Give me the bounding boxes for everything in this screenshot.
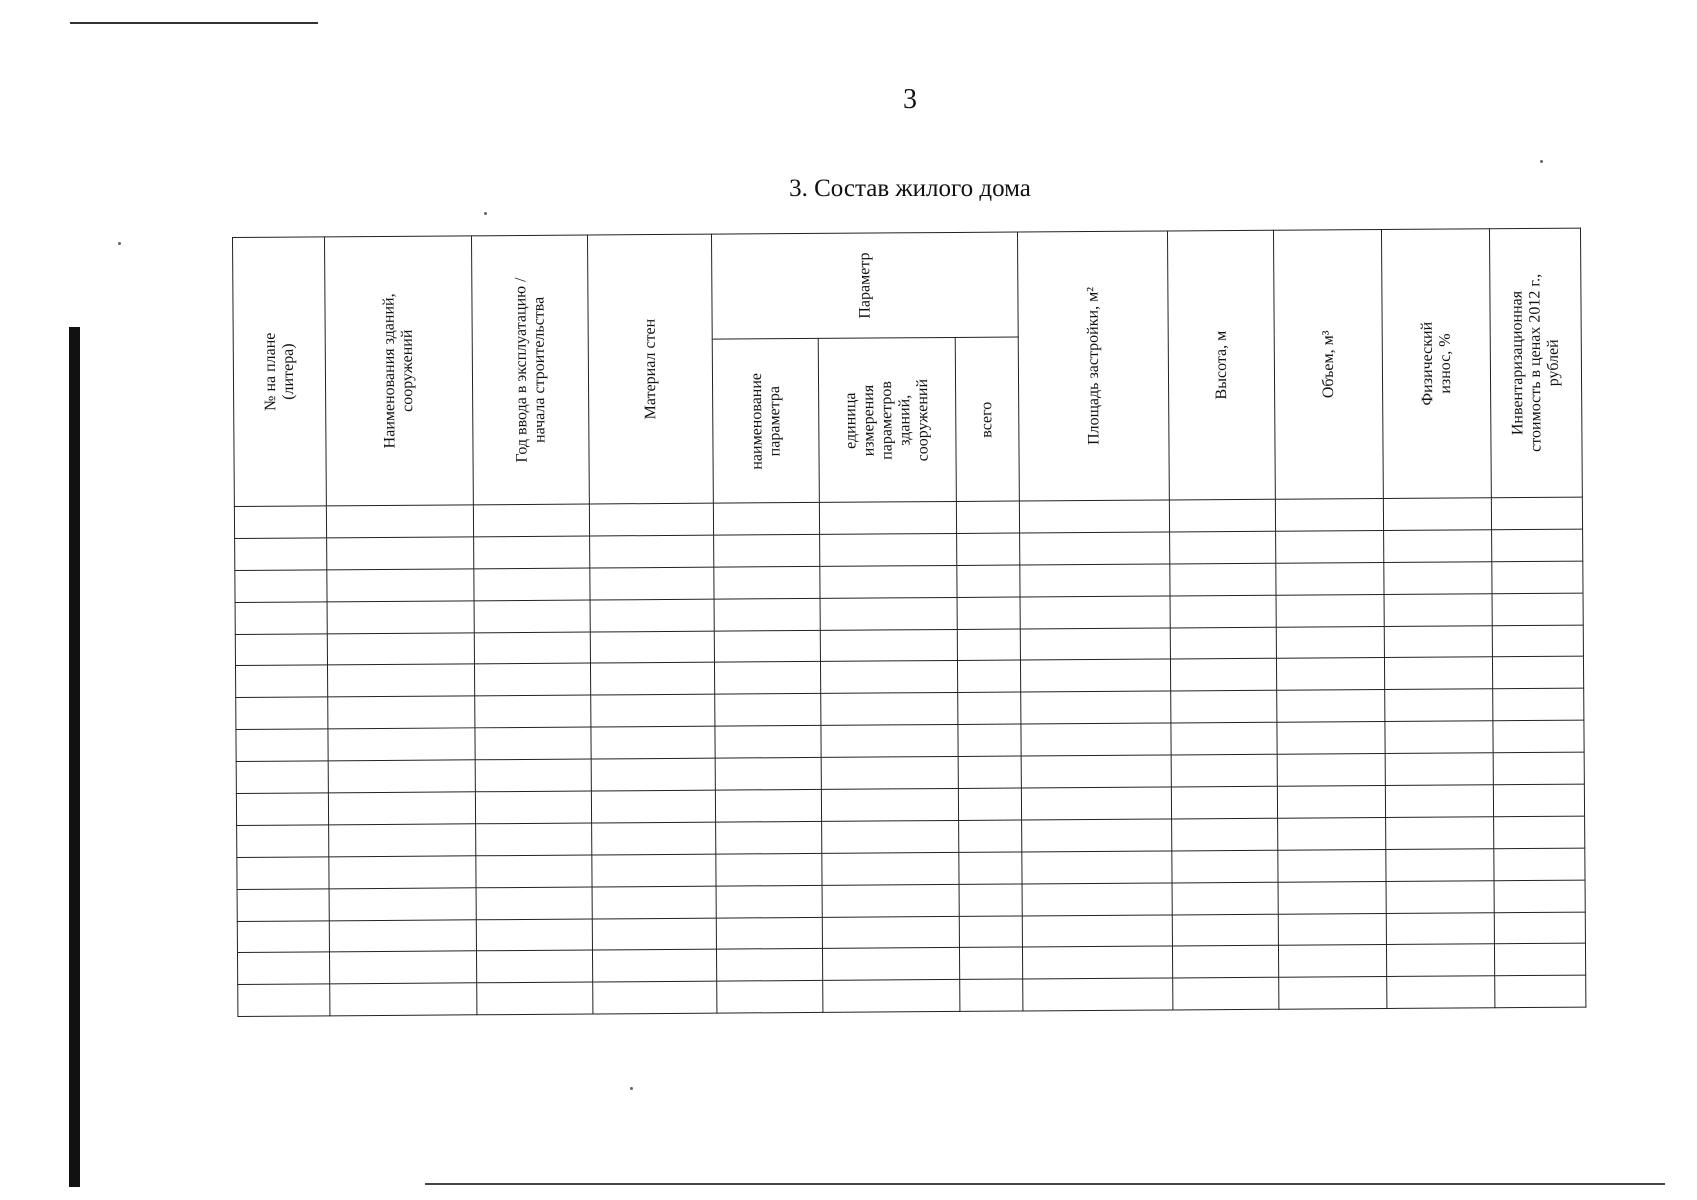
table-cell[interactable] (1495, 975, 1586, 1008)
table-cell[interactable] (235, 538, 327, 571)
table-cell[interactable] (714, 662, 820, 695)
header-inventory-cost (1489, 228, 1582, 498)
header-commission-year-label: Год ввода в эксплуатацию / начала строительства (511, 277, 548, 463)
table-cell[interactable] (1493, 752, 1584, 785)
table-cell[interactable] (235, 602, 327, 635)
header-parameter-unit (818, 338, 956, 503)
table-cell[interactable] (1278, 913, 1386, 946)
table-cell[interactable] (1170, 563, 1276, 596)
table-cell[interactable] (235, 570, 327, 603)
table-cell[interactable] (822, 820, 959, 853)
table-cell[interactable] (474, 663, 590, 696)
table-cell[interactable] (957, 629, 1020, 661)
table-cell[interactable] (1386, 880, 1494, 913)
table-cell[interactable] (475, 791, 591, 824)
header-built-area (1018, 231, 1170, 501)
scan-speck (1540, 160, 1543, 163)
table-cell[interactable] (476, 823, 592, 856)
table-cell[interactable] (476, 887, 592, 920)
header-parameter-label: Параметр (855, 252, 874, 319)
table-cell[interactable] (475, 727, 591, 760)
table-cell[interactable] (475, 759, 591, 792)
table-cell[interactable] (328, 760, 475, 793)
table-cell[interactable] (476, 919, 592, 952)
table-cell[interactable] (1172, 818, 1278, 851)
table-cell[interactable] (329, 919, 476, 952)
header-physical-wear-label: Физический износ, % (1418, 321, 1454, 406)
table-cell[interactable] (1494, 848, 1585, 881)
table-cell[interactable] (717, 981, 823, 1014)
header-volume-label: Объем, м³ (1319, 330, 1337, 399)
table-cell[interactable] (821, 788, 958, 821)
table-cell[interactable] (959, 916, 1022, 948)
table-cell[interactable] (236, 729, 328, 762)
table-cell[interactable] (1022, 851, 1172, 884)
table-cell[interactable] (591, 758, 715, 791)
table-cell[interactable] (327, 664, 474, 697)
table-cell[interactable] (822, 916, 959, 949)
table-cell[interactable] (1278, 817, 1386, 850)
table-cell[interactable] (1493, 784, 1584, 817)
table-cell[interactable] (1276, 658, 1384, 691)
table-cell[interactable] (1387, 976, 1495, 1009)
page-number: 3 (903, 84, 917, 115)
table-cell[interactable] (1022, 819, 1172, 852)
table-cell[interactable] (1172, 946, 1278, 979)
bottom-rule-line (425, 1183, 1665, 1185)
table-cell[interactable] (1277, 690, 1385, 723)
table-cell[interactable] (476, 950, 592, 983)
table-cell[interactable] (1279, 977, 1387, 1010)
table-cell[interactable] (1019, 500, 1169, 533)
table-cell[interactable] (714, 566, 820, 599)
table-cell[interactable] (1384, 593, 1492, 626)
table-cell[interactable] (237, 857, 329, 890)
table-cell[interactable] (959, 852, 1022, 884)
table-cell[interactable] (1384, 625, 1492, 658)
table-cell[interactable] (236, 793, 328, 826)
table-cell[interactable] (716, 821, 822, 854)
table-cell[interactable] (1494, 944, 1585, 977)
table-cell[interactable] (473, 504, 589, 537)
table-cell[interactable] (327, 632, 474, 665)
table-cell[interactable] (1493, 720, 1584, 753)
table-cell[interactable] (1492, 657, 1583, 690)
table-cell[interactable] (1386, 849, 1494, 882)
table-cell[interactable] (328, 792, 475, 825)
table-cell[interactable] (1172, 850, 1278, 883)
table-cell[interactable] (957, 533, 1020, 565)
header-parameter-total (955, 337, 1019, 501)
table-cell[interactable] (590, 567, 714, 600)
table-cell[interactable] (1169, 499, 1275, 532)
table-cell[interactable] (716, 853, 822, 886)
table-cell[interactable] (715, 694, 821, 727)
table-cell[interactable] (958, 724, 1021, 756)
table-cell[interactable] (329, 951, 476, 984)
table-cell[interactable] (1020, 659, 1170, 692)
table-cell[interactable] (957, 597, 1020, 629)
header-parameter-unit-label: единица измерения параметров зданий, сооружений (842, 378, 932, 462)
composition-table-wrapper (232, 228, 1585, 1023)
table-cell[interactable] (1171, 691, 1277, 724)
table-cell[interactable] (1493, 688, 1584, 721)
table-cell[interactable] (1385, 785, 1493, 818)
header-building-names (325, 236, 474, 506)
table-cell[interactable] (1021, 691, 1171, 724)
table-cell[interactable] (1021, 787, 1171, 820)
table-cell[interactable] (1277, 754, 1385, 787)
table-cell[interactable] (1276, 530, 1384, 563)
header-parameter-group (711, 232, 1018, 340)
header-parameter-total-label: всего (978, 401, 996, 438)
table-cell[interactable] (1385, 689, 1493, 722)
table-cell[interactable] (1022, 946, 1172, 979)
table-cell[interactable] (1278, 849, 1386, 882)
table-cell[interactable] (1386, 912, 1494, 945)
table-cell[interactable] (1276, 594, 1384, 627)
table-cell[interactable] (1171, 722, 1277, 755)
table-cell[interactable] (1170, 627, 1276, 660)
table-cell[interactable] (591, 790, 715, 823)
table-cell[interactable] (236, 697, 328, 730)
table-cell[interactable] (1494, 880, 1585, 913)
table-cell[interactable] (328, 696, 475, 729)
table-cell[interactable] (327, 569, 474, 602)
header-height (1167, 230, 1275, 500)
binding-bar (69, 327, 80, 1187)
table-cell[interactable] (592, 886, 716, 919)
scan-speck (630, 1087, 633, 1090)
table-cell[interactable] (959, 820, 1022, 852)
table-cell[interactable] (1020, 564, 1170, 597)
table-cell[interactable] (959, 884, 1022, 916)
table-cell[interactable] (474, 568, 590, 601)
header-inventory-cost-label: Инвентаризационная стоимость в ценах 2012 г., рублей (1508, 273, 1563, 452)
table-cell[interactable] (1276, 562, 1384, 595)
header-row-top (233, 228, 1582, 343)
table-cell[interactable] (591, 726, 715, 759)
table-cell[interactable] (959, 947, 1022, 979)
table-cell[interactable] (957, 660, 1020, 692)
table-cell[interactable] (1384, 530, 1492, 563)
table-cell[interactable] (591, 694, 715, 727)
table-cell[interactable] (238, 984, 330, 1017)
table-cell[interactable] (1491, 497, 1582, 530)
scan-speck (118, 242, 121, 245)
table-cell[interactable] (822, 948, 959, 981)
table-cell[interactable] (237, 825, 329, 858)
table-cell[interactable] (1492, 529, 1583, 562)
table-cell[interactable] (821, 693, 958, 726)
table-cell[interactable] (820, 597, 957, 630)
table-cell[interactable] (1384, 561, 1492, 594)
table-cell[interactable] (589, 503, 713, 536)
table-cell[interactable] (1171, 754, 1277, 787)
table-cell[interactable] (715, 789, 821, 822)
table-cell[interactable] (592, 950, 716, 983)
table-cell[interactable] (1494, 816, 1585, 849)
table-cell[interactable] (476, 855, 592, 888)
table-cell[interactable] (715, 758, 821, 791)
table-cell[interactable] (1020, 628, 1170, 661)
table-cell[interactable] (820, 565, 957, 598)
header-volume (1273, 229, 1383, 499)
table-cell[interactable] (820, 629, 957, 662)
table-cell[interactable] (714, 630, 820, 663)
table-cell[interactable] (1170, 595, 1276, 628)
table-cell[interactable] (958, 692, 1021, 724)
table-cell[interactable] (1022, 915, 1172, 948)
table-header (233, 228, 1583, 506)
table-cell[interactable] (329, 824, 476, 857)
table-cell[interactable] (1021, 755, 1171, 788)
table-cell[interactable] (477, 982, 593, 1015)
table-cell[interactable] (326, 505, 473, 538)
table-cell[interactable] (1386, 944, 1494, 977)
table-cell[interactable] (1173, 978, 1279, 1011)
table-cell[interactable] (821, 757, 958, 790)
table-cell[interactable] (714, 598, 820, 631)
table-cell[interactable] (822, 884, 959, 917)
table-cell[interactable] (234, 506, 326, 539)
top-rule-line (70, 22, 318, 24)
table-cell[interactable] (1492, 593, 1583, 626)
header-wall-material-label: Материал стен (641, 318, 659, 420)
table-cell[interactable] (1275, 498, 1383, 531)
table-cell[interactable] (474, 536, 590, 569)
table-cell[interactable] (1172, 882, 1278, 915)
table-cell[interactable] (235, 633, 327, 666)
composition-table (232, 228, 1586, 1018)
table-cell[interactable] (820, 661, 957, 694)
table-cell[interactable] (474, 600, 590, 633)
table-cell[interactable] (592, 822, 716, 855)
section-title: 3. Состав жилого дома (789, 175, 1031, 202)
header-parameter-name-label: наименование параметра (747, 372, 784, 470)
table-cell[interactable] (1022, 883, 1172, 916)
table-cell[interactable] (1020, 532, 1170, 565)
table-cell[interactable] (823, 980, 960, 1013)
table-cell[interactable] (592, 854, 716, 887)
header-wall-material (587, 234, 713, 504)
table-cell[interactable] (1278, 945, 1386, 978)
table-cell[interactable] (1023, 978, 1173, 1011)
header-commission-year (471, 235, 589, 505)
table-cell[interactable] (329, 887, 476, 920)
table-cell[interactable] (957, 565, 1020, 597)
table-cell[interactable] (1386, 817, 1494, 850)
header-plan-number-label: № на плане (литера) (261, 332, 297, 411)
header-physical-wear (1381, 229, 1491, 499)
table-cell[interactable] (960, 979, 1023, 1011)
table-cell[interactable] (237, 920, 329, 953)
table-cell[interactable] (958, 756, 1021, 788)
table-cell[interactable] (956, 501, 1019, 533)
table-cell[interactable] (327, 537, 474, 570)
table-cell[interactable] (1171, 786, 1277, 819)
table-cell[interactable] (958, 788, 1021, 820)
table-cell[interactable] (328, 728, 475, 761)
table-cell[interactable] (1021, 723, 1171, 756)
table-cell[interactable] (1277, 722, 1385, 755)
table-cell[interactable] (330, 983, 477, 1016)
table-cell[interactable] (821, 725, 958, 758)
table-cell[interactable] (1385, 721, 1493, 754)
table-cell[interactable] (592, 918, 716, 951)
table-cell[interactable] (1494, 912, 1585, 945)
table-cell[interactable] (475, 695, 591, 728)
table-cell[interactable] (329, 856, 476, 889)
header-building-names-label: Наименования зданий, сооружений (380, 293, 417, 449)
table-cell[interactable] (1170, 659, 1276, 692)
table-cell[interactable] (590, 663, 714, 696)
table-cell[interactable] (235, 665, 327, 698)
table-cell[interactable] (236, 761, 328, 794)
table-cell[interactable] (1170, 531, 1276, 564)
scan-speck (484, 212, 487, 215)
header-built-area-label: Площадь застройки, м² (1083, 286, 1102, 446)
table-cell[interactable] (1277, 785, 1385, 818)
table-cell[interactable] (1384, 657, 1492, 690)
table-cell[interactable] (590, 535, 714, 568)
header-parameter-name (712, 339, 819, 503)
table-cell[interactable] (713, 502, 819, 535)
table-cell[interactable] (716, 949, 822, 982)
table-cell[interactable] (1172, 914, 1278, 947)
header-height-label: Высота, м (1212, 330, 1230, 400)
table-cell[interactable] (327, 600, 474, 633)
table-cell[interactable] (715, 726, 821, 759)
table-cell[interactable] (1385, 753, 1493, 786)
table-cell[interactable] (590, 599, 714, 632)
table-cell[interactable] (1020, 596, 1170, 629)
table-cell[interactable] (716, 885, 822, 918)
table-cell[interactable] (593, 981, 717, 1014)
table-cell[interactable] (1276, 626, 1384, 659)
header-plan-number (233, 237, 327, 507)
table-cell[interactable] (1278, 881, 1386, 914)
table-cell[interactable] (714, 534, 820, 567)
table-body (234, 497, 1586, 1017)
table-cell[interactable] (237, 889, 329, 922)
table-cell[interactable] (822, 852, 959, 885)
table-cell[interactable] (1383, 498, 1491, 531)
table-cell[interactable] (474, 632, 590, 665)
table-cell[interactable] (1492, 561, 1583, 594)
table-cell[interactable] (1492, 625, 1583, 658)
table-cell[interactable] (590, 631, 714, 664)
table-cell[interactable] (716, 917, 822, 950)
table-cell[interactable] (820, 533, 957, 566)
table-cell[interactable] (819, 501, 956, 534)
table-cell[interactable] (237, 952, 329, 985)
